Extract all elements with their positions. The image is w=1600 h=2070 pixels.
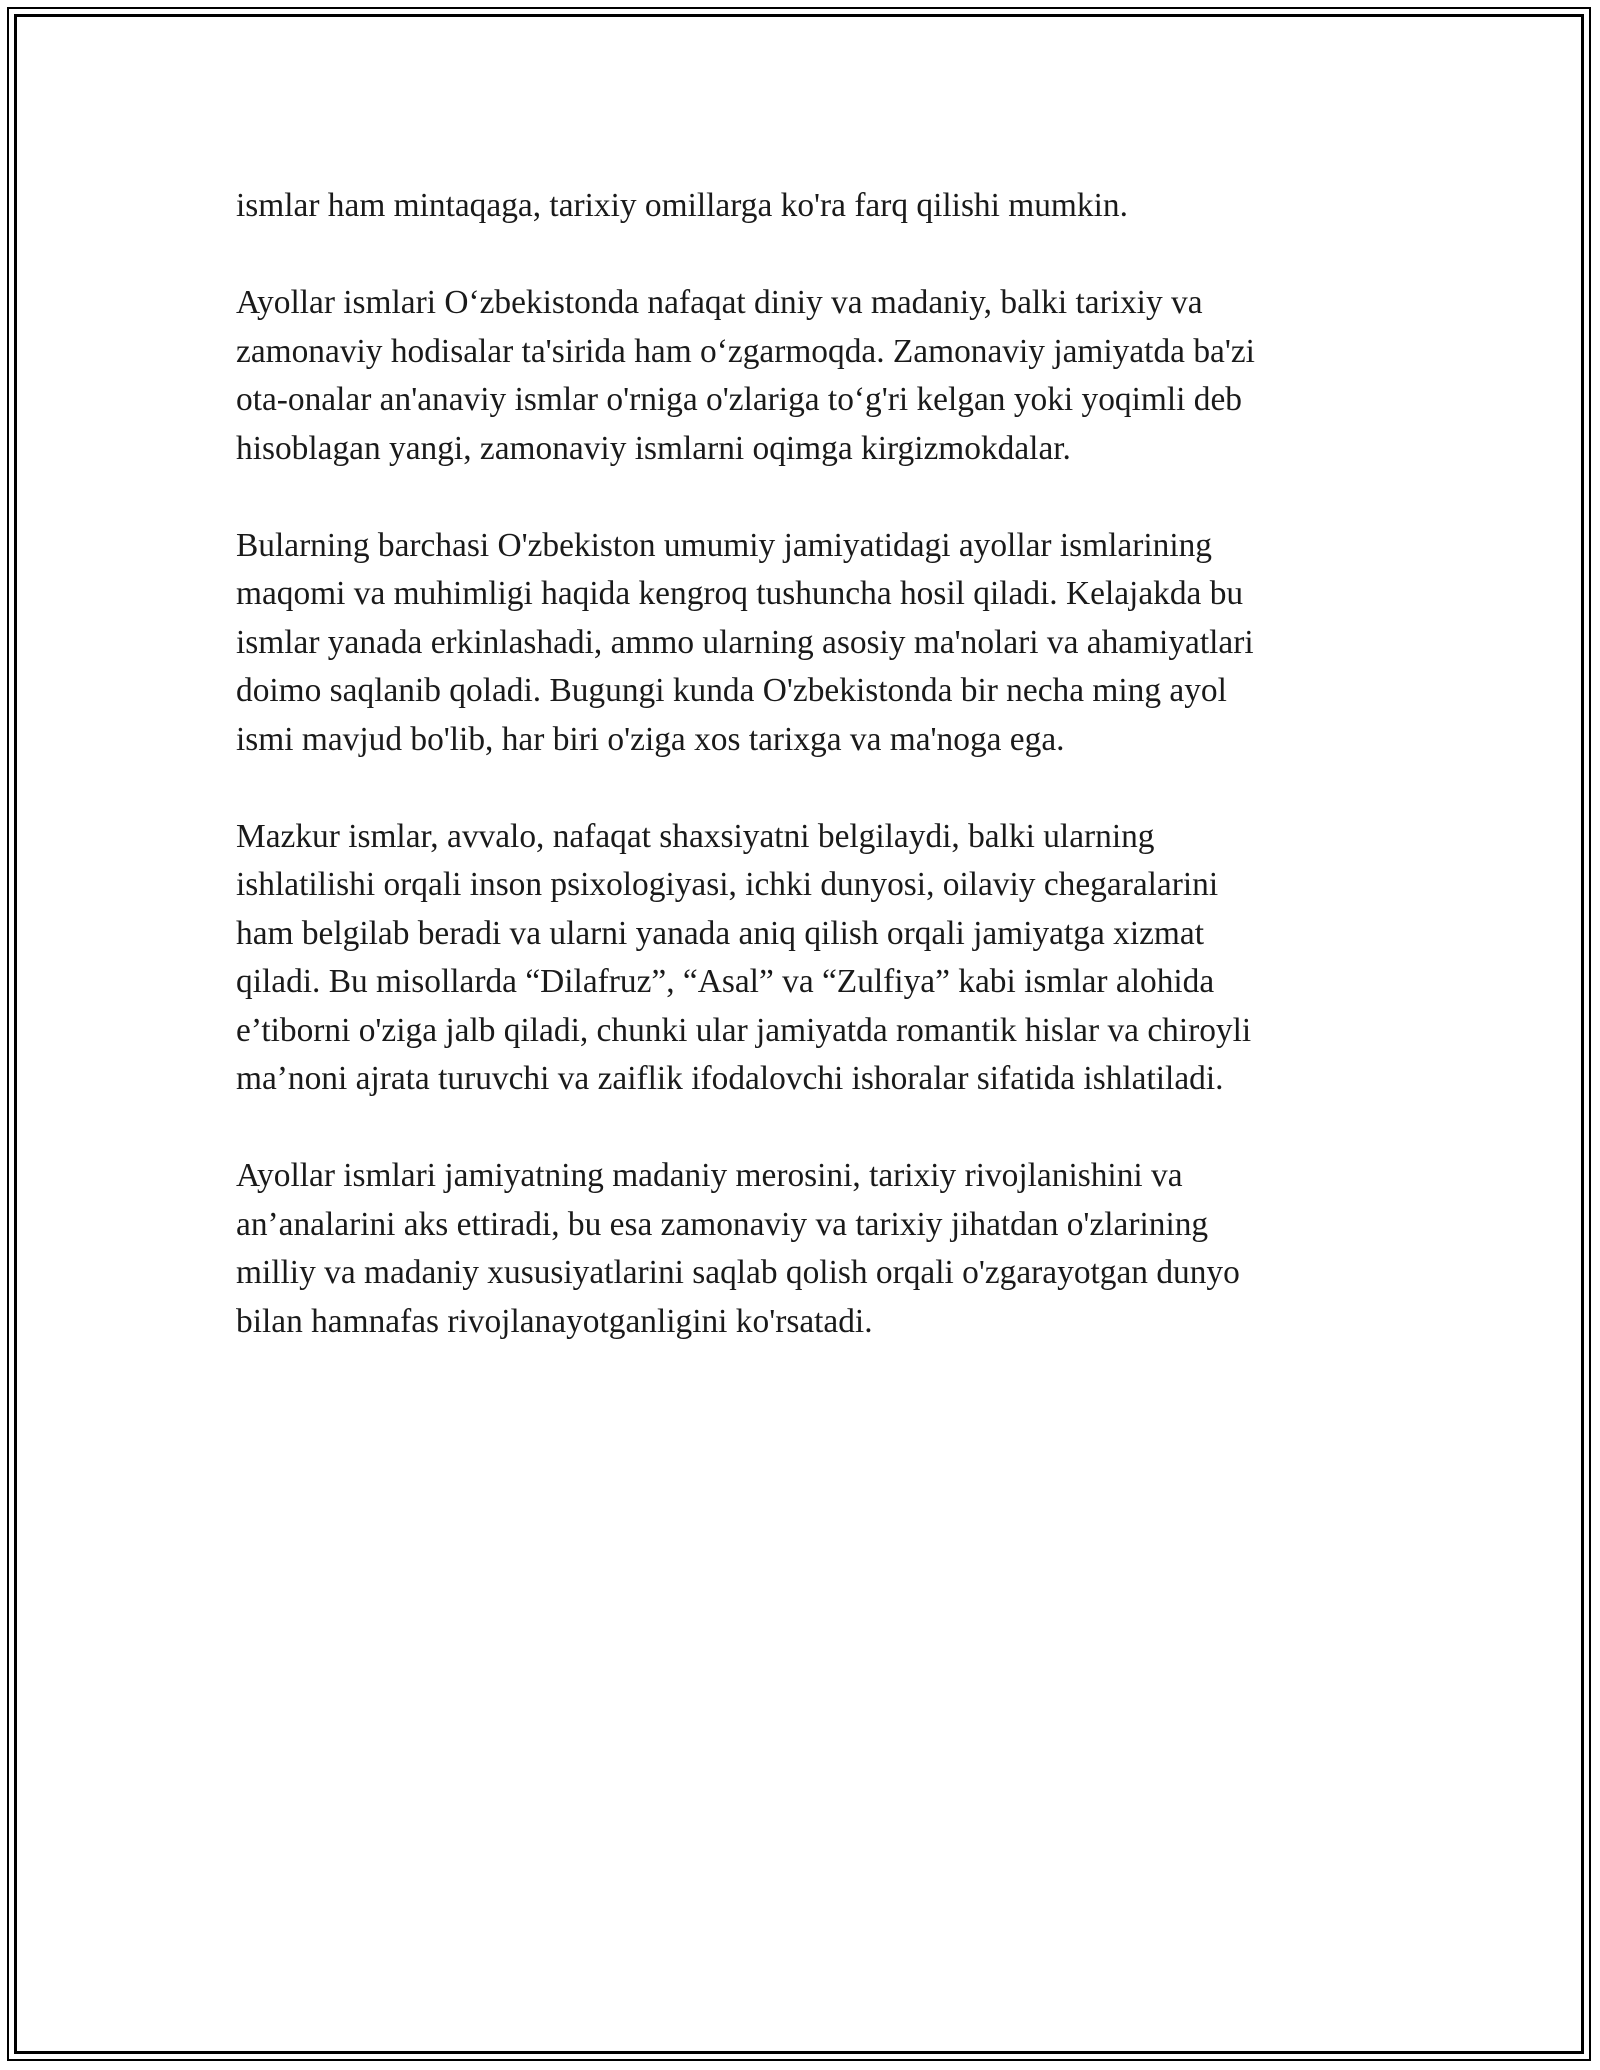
document-body — [236, 182, 1366, 1346]
paragraph-1: ismlar ham mintaqaga, tarixiy omillarga ko'ra farq qilishi mumkin. — [236, 187, 1128, 224]
paragraph-5: Ayollar ismlari jamiyatning madaniy merosini, tarixiy rivojlanishini va an’analarini aks ettiradi, bu esa zamonaviy va tarixiy jihatdan o'zlarining milliy va madaniy xususiyatlarini saqlab qolish orqali o'zgarayotgan dunyo bilan hamnafas rivojlanayotganligini ko'rsatadi. — [236, 1157, 1240, 1340]
paragraph-2: Ayollar ismlari O‘zbekistonda nafaqat diniy va madaniy, balki tarixiy va zamonaviy hodisalar ta'sirida ham o‘zgarmoqda. Zamonaviy jamiyatda ba'zi ota-onalar an'anaviy ismlar o'rniga o'zlariga to‘g'ri kelgan yoki yoqimli deb hisoblagan yangi, zamonaviy ismlarni oqimga kirgizmokdalar. — [236, 284, 1255, 467]
paragraph-3: Bularning barchasi O'zbekiston umumiy jamiyatidagi ayollar ismlarining maqomi va muhimligi haqida kengroq tushuncha hosil qiladi. Kelajakda bu ismlar yanada erkinlashadi, ammo ularning asosiy ma'nolari va ahamiyatlari doimo saqlanib qoladi. Bugungi kunda O'zbekistonda bir necha ming ayol ismi mavjud bo'lib, har biri o'ziga xos tarixga va ma'noga ega. — [236, 526, 1254, 758]
paragraph-4: Mazkur ismlar, avvalo, nafaqat shaxsiyatni belgilaydi, balki ularning ishlatilishi orqali inson psixologiyasi, ichki dunyosi, oilaviy chegaralarini ham belgilab beradi va ularni yanada aniq qilish orqali jamiyatga xizmat qiladi. Bu misollarda “Dilafruz”, “Asal” va “Zulfiya” kabi ismlar alohida e’tiborni o'ziga jalb qiladi, chunki ular jamiyatda romantik hislar va chiroyli ma’noni ajrata turuvchi va zaiflik ifodalovchi ishoralar sifatida ishlatiladi. — [236, 817, 1252, 1097]
